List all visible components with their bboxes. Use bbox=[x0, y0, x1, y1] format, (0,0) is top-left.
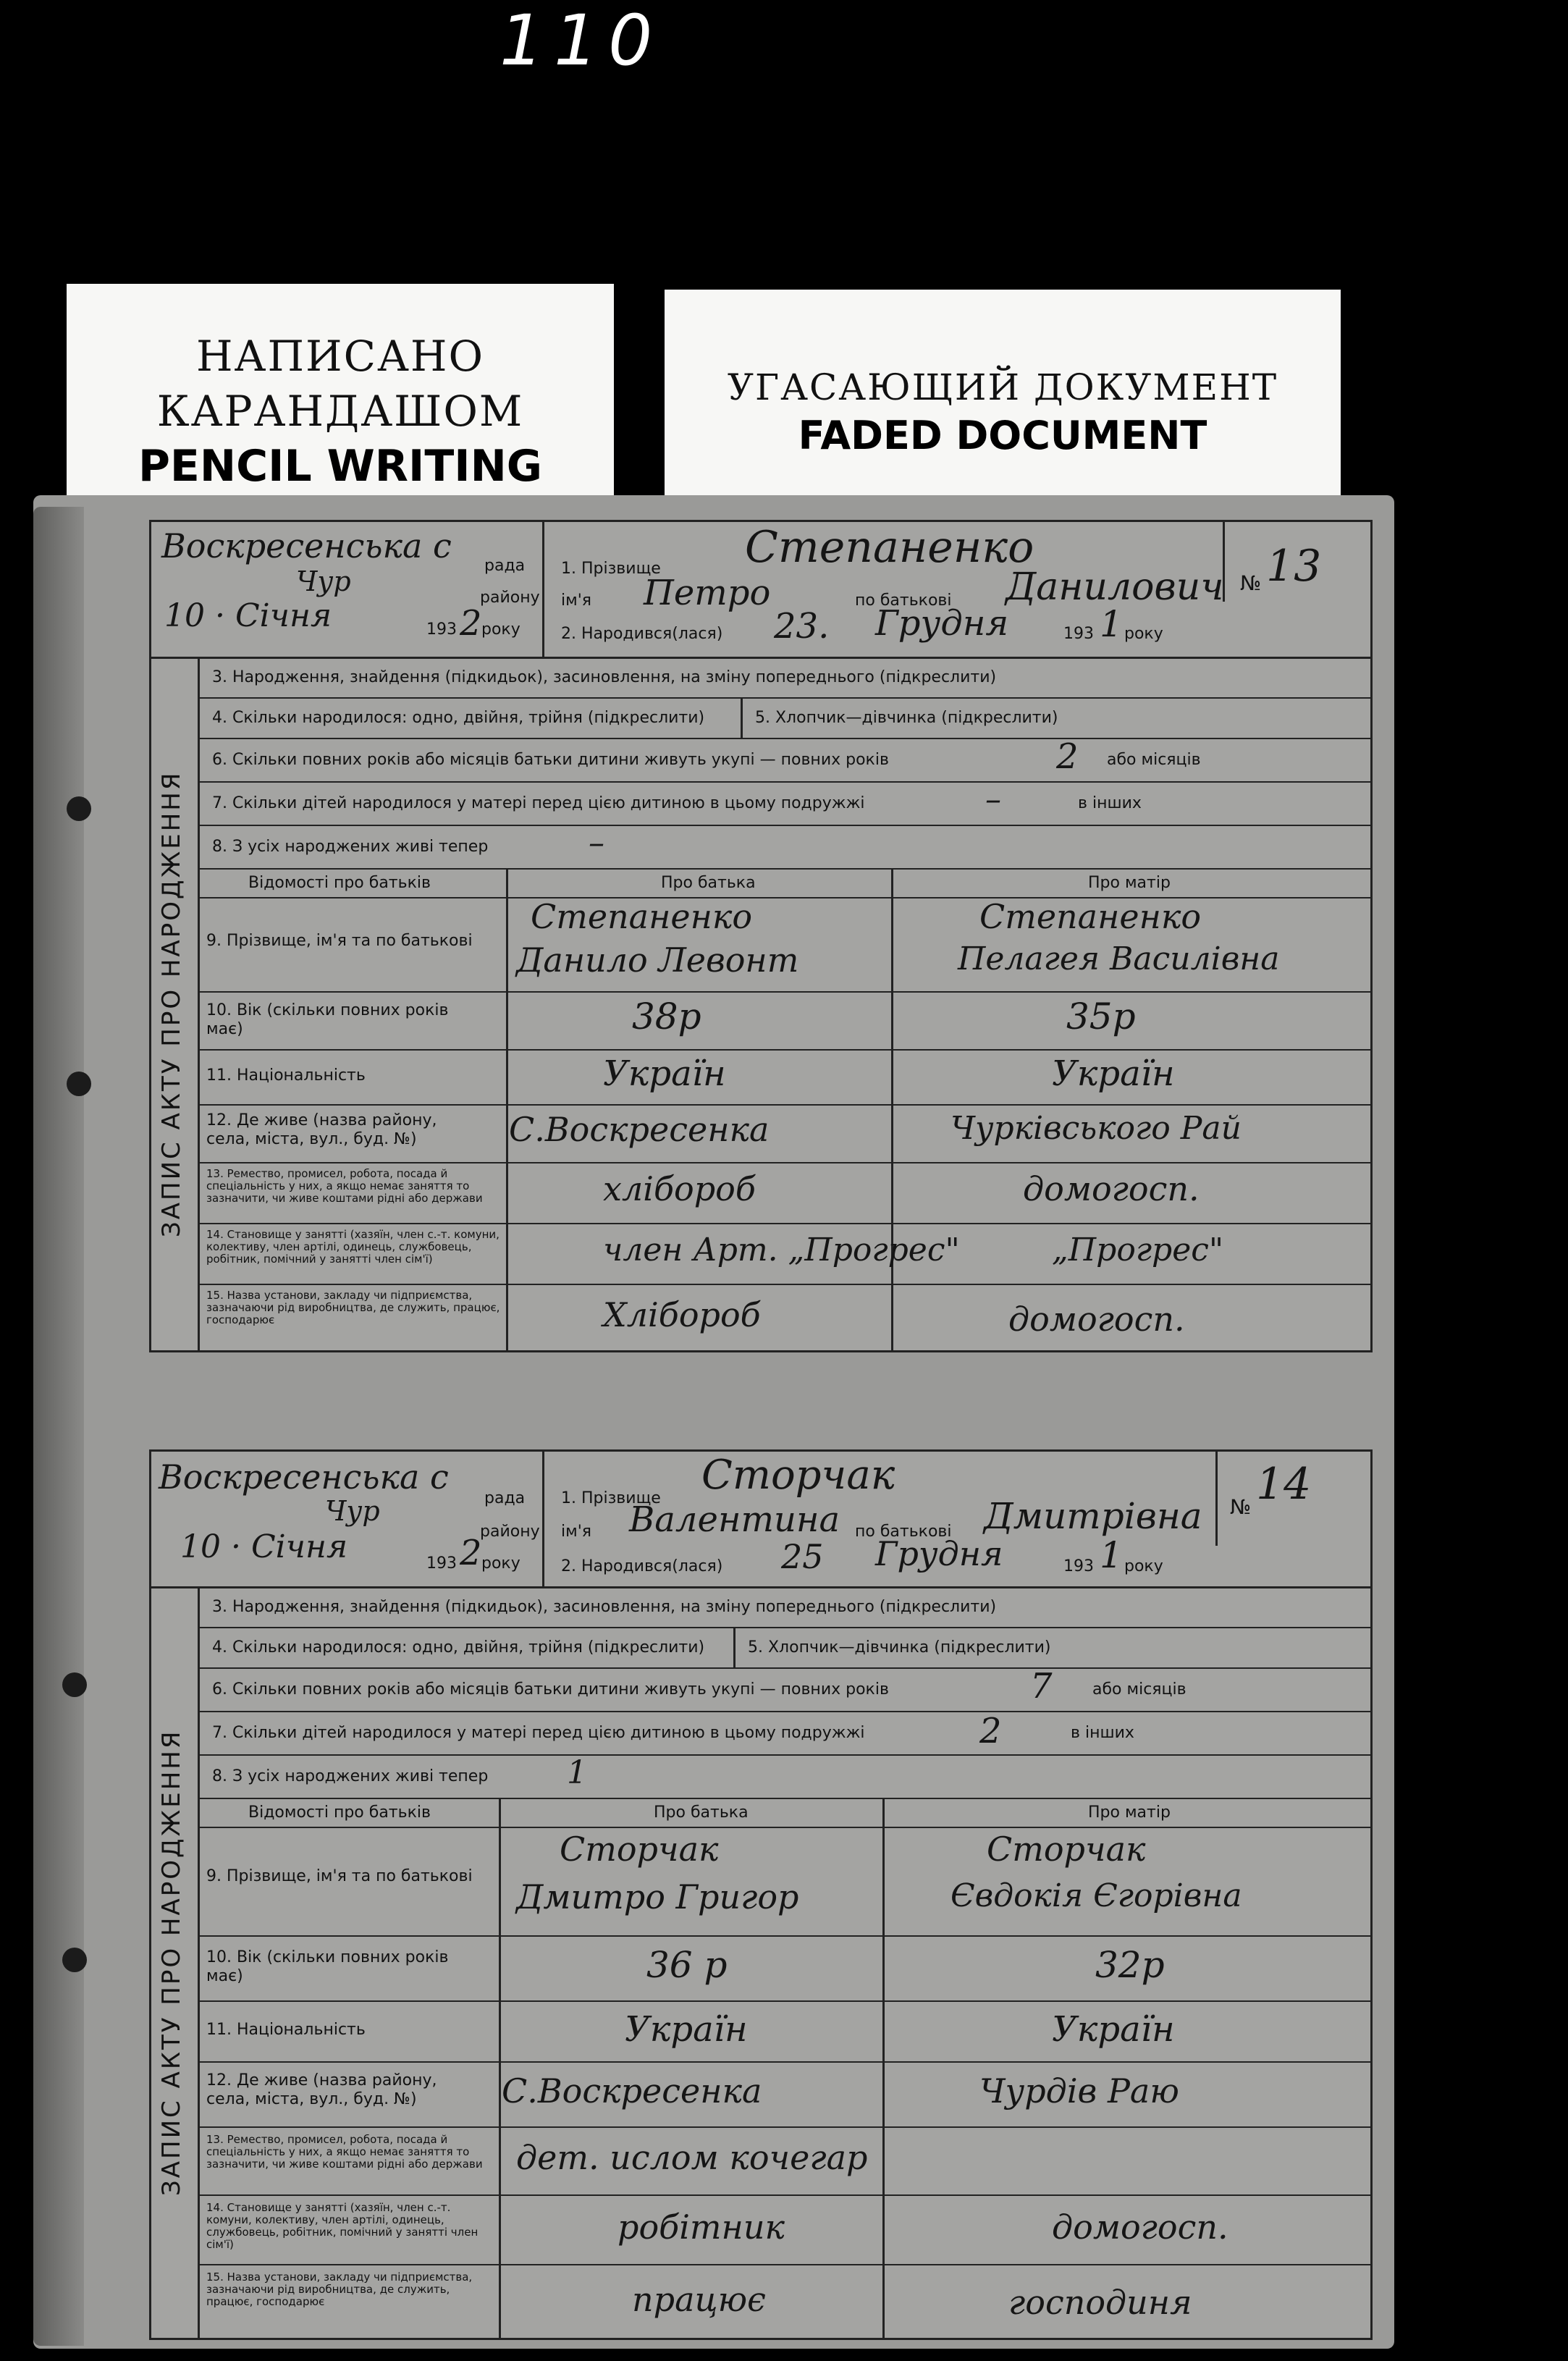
pencil-label-ru-line2: КАРАНДАШОМ bbox=[156, 387, 524, 436]
father-workplace: Хлібороб bbox=[603, 1295, 761, 1334]
birth-record-2 bbox=[149, 1449, 1373, 2340]
birth-day: 23. bbox=[774, 606, 830, 647]
mother-residence: Чурківського Рай bbox=[951, 1110, 1242, 1147]
field-4-label: 4. Скільки народилося: одно, двійня, трійня (підкреслити) bbox=[212, 1638, 705, 1657]
mother-occupation: домогосп. bbox=[1023, 1169, 1200, 1208]
binding-hole bbox=[62, 1948, 87, 1972]
field-8-value: – bbox=[589, 825, 604, 862]
mother-nationality: Україн bbox=[1052, 1053, 1175, 1094]
mother-name: Євдокія Єгорівна bbox=[951, 1877, 1242, 1914]
field-8-value: 1 bbox=[567, 1754, 587, 1791]
mother-residence: Чурдів Раю bbox=[979, 2071, 1179, 2110]
rada-label: рада bbox=[484, 1489, 526, 1507]
faded-label-ru: УГАСАЮЩИЙ ДОКУМЕНТ bbox=[727, 366, 1278, 408]
patronymic-handwritten: Дмитрівна bbox=[984, 1495, 1202, 1537]
birth-day: 25 bbox=[781, 1537, 824, 1576]
field-9-label: 9. Прізвище, ім'я та по батькові bbox=[206, 1867, 473, 1885]
about-father-header: Про батька bbox=[661, 874, 756, 892]
patronymic-label: по батькові bbox=[855, 1523, 952, 1541]
field-6-label: 6. Скільки повних років або місяців батьки дитини живуть укупі — повних років bbox=[212, 1680, 889, 1699]
field-11-label: 11. Національність bbox=[206, 1066, 366, 1085]
birth-roku-label: року bbox=[1124, 625, 1163, 643]
surname-label: 1. Прізвище bbox=[561, 560, 661, 578]
pencil-writing-label bbox=[67, 284, 614, 501]
field-3-label: 3. Народження, знайдення (підкидьок), засиновлення, на зміну попереднього (підкреслити) bbox=[212, 668, 997, 686]
roku-label: року bbox=[481, 620, 520, 639]
side-title-column bbox=[151, 657, 200, 1350]
field-7-others-label: в інших bbox=[1071, 1724, 1134, 1742]
name-label: ім'я bbox=[561, 1523, 591, 1541]
father-age: 36 р bbox=[646, 1944, 728, 1986]
registration-year-suffix: 2 bbox=[460, 1533, 482, 1573]
name-handwritten: Валентина bbox=[629, 1499, 840, 1540]
record-number: 13 bbox=[1266, 541, 1322, 592]
field-6-months-label: або місяців bbox=[1107, 751, 1201, 769]
registration-date: 10 · Січня bbox=[164, 597, 332, 634]
birth-record-1 bbox=[149, 520, 1373, 1352]
field-6-label: 6. Скільки повних років або місяців батьки дитини живуть укупі — повних років bbox=[212, 751, 889, 769]
father-residence: С.Воскресенка bbox=[509, 1110, 770, 1149]
field-7-label: 7. Скільки дітей народилося у матері перед цією дитиною в цьому подружжі bbox=[212, 794, 865, 812]
surname-handwritten: Степаненко bbox=[745, 522, 1034, 573]
birth-year-prefix: 193 bbox=[1063, 1557, 1094, 1575]
field-8-label: 8. З усіх народжених живі тепер bbox=[212, 1767, 489, 1785]
surname-label: 1. Прізвище bbox=[561, 1489, 661, 1507]
father-occupation: хлібороб bbox=[603, 1169, 756, 1208]
father-nationality: Україн bbox=[603, 1053, 726, 1094]
birth-month: Грудня bbox=[875, 603, 1009, 644]
field-10-label: 10. Вік (скільки повних років має) bbox=[206, 1948, 449, 1985]
father-status: робітник bbox=[617, 2208, 785, 2247]
year-prefix: 193 bbox=[426, 620, 457, 639]
number-label: № bbox=[1240, 571, 1262, 595]
father-surname: Сторчак bbox=[560, 1830, 719, 1869]
field-8-label: 8. З усіх народжених живі тепер bbox=[212, 838, 489, 856]
about-mother-header: Про матір bbox=[1088, 1804, 1171, 1822]
registration-date: 10 · Січня bbox=[180, 1528, 348, 1565]
rayonu-label: району bbox=[480, 589, 540, 607]
father-workplace: працює bbox=[632, 2280, 766, 2319]
frame-number: 110 bbox=[500, 0, 663, 81]
patronymic-handwritten: Данилович bbox=[1006, 565, 1224, 609]
faded-label-en: FADED DOCUMENT bbox=[798, 413, 1207, 458]
father-surname: Степаненко bbox=[531, 897, 753, 936]
about-father-header: Про батька bbox=[654, 1804, 749, 1822]
mother-age: 32р bbox=[1095, 1944, 1165, 1986]
mother-status: „Прогрес" bbox=[1052, 1232, 1224, 1268]
side-title-column bbox=[151, 1586, 200, 2338]
rayonu-label: району bbox=[480, 1523, 540, 1541]
mother-age: 35р bbox=[1066, 996, 1136, 1038]
field-7-value: – bbox=[985, 781, 1001, 818]
parents-info-header: Відомості про батьків bbox=[248, 1804, 431, 1822]
field-5-label: 5. Хлопчик—дівчинка (підкреслити) bbox=[755, 709, 1058, 727]
side-title: ЗАПИС АКТУ ПРО НАРОДЖЕННЯ bbox=[157, 1729, 186, 2197]
registration-year-suffix: 2 bbox=[460, 603, 482, 644]
record-number: 14 bbox=[1256, 1459, 1312, 1510]
mother-status: домогосп. bbox=[1052, 2208, 1228, 2247]
field-6-years: 7 bbox=[1030, 1666, 1053, 1706]
field-15-label: 15. Назва установи, закладу чи підприємства, зазначаючи рід виробництва, де служить, працює, господарює bbox=[206, 2270, 473, 2308]
birth-roku-label: року bbox=[1124, 1557, 1163, 1575]
born-label: 2. Народився(лася) bbox=[561, 625, 723, 643]
field-6-years: 2 bbox=[1056, 736, 1079, 777]
record-header bbox=[151, 522, 1370, 659]
binding-hole bbox=[62, 1672, 87, 1697]
field-11-label: 11. Національність bbox=[206, 2021, 366, 2039]
field-10-label: 10. Вік (скільки повних років має) bbox=[206, 1001, 449, 1038]
field-3-label: 3. Народження, знайдення (підкидьок), засиновлення, на зміну попереднього (підкреслити) bbox=[212, 1598, 997, 1616]
father-name: Данило Левонт bbox=[516, 940, 799, 980]
about-mother-header: Про матір bbox=[1088, 874, 1171, 892]
field-15-label: 15. Назва установи, закладу чи підприємства, зазначаючи рід виробництва, де служить, працює, господарює bbox=[206, 1289, 500, 1326]
binding-hole bbox=[67, 796, 91, 821]
mother-surname: Сторчак bbox=[987, 1830, 1146, 1869]
patronymic-label: по батькові bbox=[855, 592, 952, 610]
field-6-months-label: або місяців bbox=[1092, 1680, 1186, 1699]
field-13-label: 13. Ремество, промисел, робота, посада й спеціальність у них, а якщо немає заняття то зазначити, чи живе коштами рідні або держави bbox=[206, 1167, 483, 1205]
mother-name: Пелагея Василівна bbox=[958, 940, 1280, 977]
father-nationality: Україн bbox=[625, 2009, 748, 2050]
surname-handwritten: Сторчак bbox=[701, 1452, 895, 1499]
parents-info-header: Відомості про батьків bbox=[248, 874, 431, 892]
pencil-label-en: PENCIL WRITING bbox=[138, 441, 543, 492]
rayon-handwritten: Чур bbox=[325, 1495, 380, 1527]
field-4-label: 4. Скільки народилося: одно, двійня, трійня (підкреслити) bbox=[212, 709, 705, 727]
rada-label: рада bbox=[484, 557, 526, 575]
village-handwritten: Воскресенська с bbox=[159, 1457, 449, 1497]
field-7-others-label: в інших bbox=[1078, 794, 1142, 812]
mother-workplace: домогосп. bbox=[1008, 1300, 1185, 1339]
mother-nationality: Україн bbox=[1052, 2009, 1175, 2050]
torn-page-edge bbox=[33, 507, 84, 2346]
faded-document-label bbox=[665, 290, 1341, 504]
field-7-value: 2 bbox=[979, 1711, 1002, 1751]
father-status: член Арт. „Прогрес" bbox=[603, 1232, 960, 1268]
field-12-label: 12. Де живе (назва району, села, міста, вул., буд. №) bbox=[206, 2071, 437, 2108]
side-title: ЗАПИС АКТУ ПРО НАРОДЖЕННЯ bbox=[157, 770, 186, 1238]
field-14-label: 14. Становище у занятті (хазяїн, член с.-т. комуни, колективу, член артілі, одинець, службовець, робітник, помічний у занятті член сім'ї) bbox=[206, 1228, 500, 1266]
field-7-label: 7. Скільки дітей народилося у матері перед цією дитиною в цьому подружжі bbox=[212, 1724, 865, 1742]
rayon-handwritten: Чур bbox=[296, 565, 351, 597]
father-residence: С.Воскресенка bbox=[502, 2071, 762, 2110]
number-label: № bbox=[1230, 1495, 1252, 1519]
father-age: 38р bbox=[632, 996, 701, 1038]
name-handwritten: Петро bbox=[644, 573, 771, 613]
birth-month: Грудня bbox=[875, 1534, 1003, 1573]
name-label: ім'я bbox=[561, 592, 591, 610]
roku-label: року bbox=[481, 1554, 520, 1573]
village-handwritten: Воскресенська с bbox=[161, 526, 452, 565]
birth-year-prefix: 193 bbox=[1063, 625, 1094, 643]
year-prefix: 193 bbox=[426, 1554, 457, 1573]
field-14-label: 14. Становище у занятті (хазяїн, член с.-т. комуни, колективу, член артілі, одинець, службовець, робітник, помічний у занятті член сім'ї) bbox=[206, 2201, 479, 2251]
field-12-label: 12. Де живе (назва району, села, міста, вул., буд. №) bbox=[206, 1111, 437, 1148]
mother-workplace: господиня bbox=[1008, 2283, 1192, 2322]
father-occupation: дет. ислом кочегар bbox=[516, 2138, 868, 2177]
field-13-label: 13. Ремество, промисел, робота, посада й спеціальність у них, а якщо немає заняття то зазначити, чи живе коштами рідні або держави bbox=[206, 2133, 483, 2171]
field-9-label: 9. Прізвище, ім'я та по батькові bbox=[206, 932, 473, 950]
binding-hole bbox=[67, 1072, 91, 1096]
record-header bbox=[151, 1452, 1370, 1588]
father-name: Дмитро Григор bbox=[516, 1877, 799, 1916]
field-5-label: 5. Хлопчик—дівчинка (підкреслити) bbox=[748, 1638, 1051, 1657]
born-label: 2. Народився(лася) bbox=[561, 1557, 723, 1575]
birth-year-suffix: 1 bbox=[1100, 1534, 1123, 1576]
birth-year-suffix: 1 bbox=[1100, 603, 1123, 645]
pencil-label-ru-line1: НАПИСАНО bbox=[195, 332, 485, 381]
mother-surname: Степаненко bbox=[979, 897, 1202, 936]
